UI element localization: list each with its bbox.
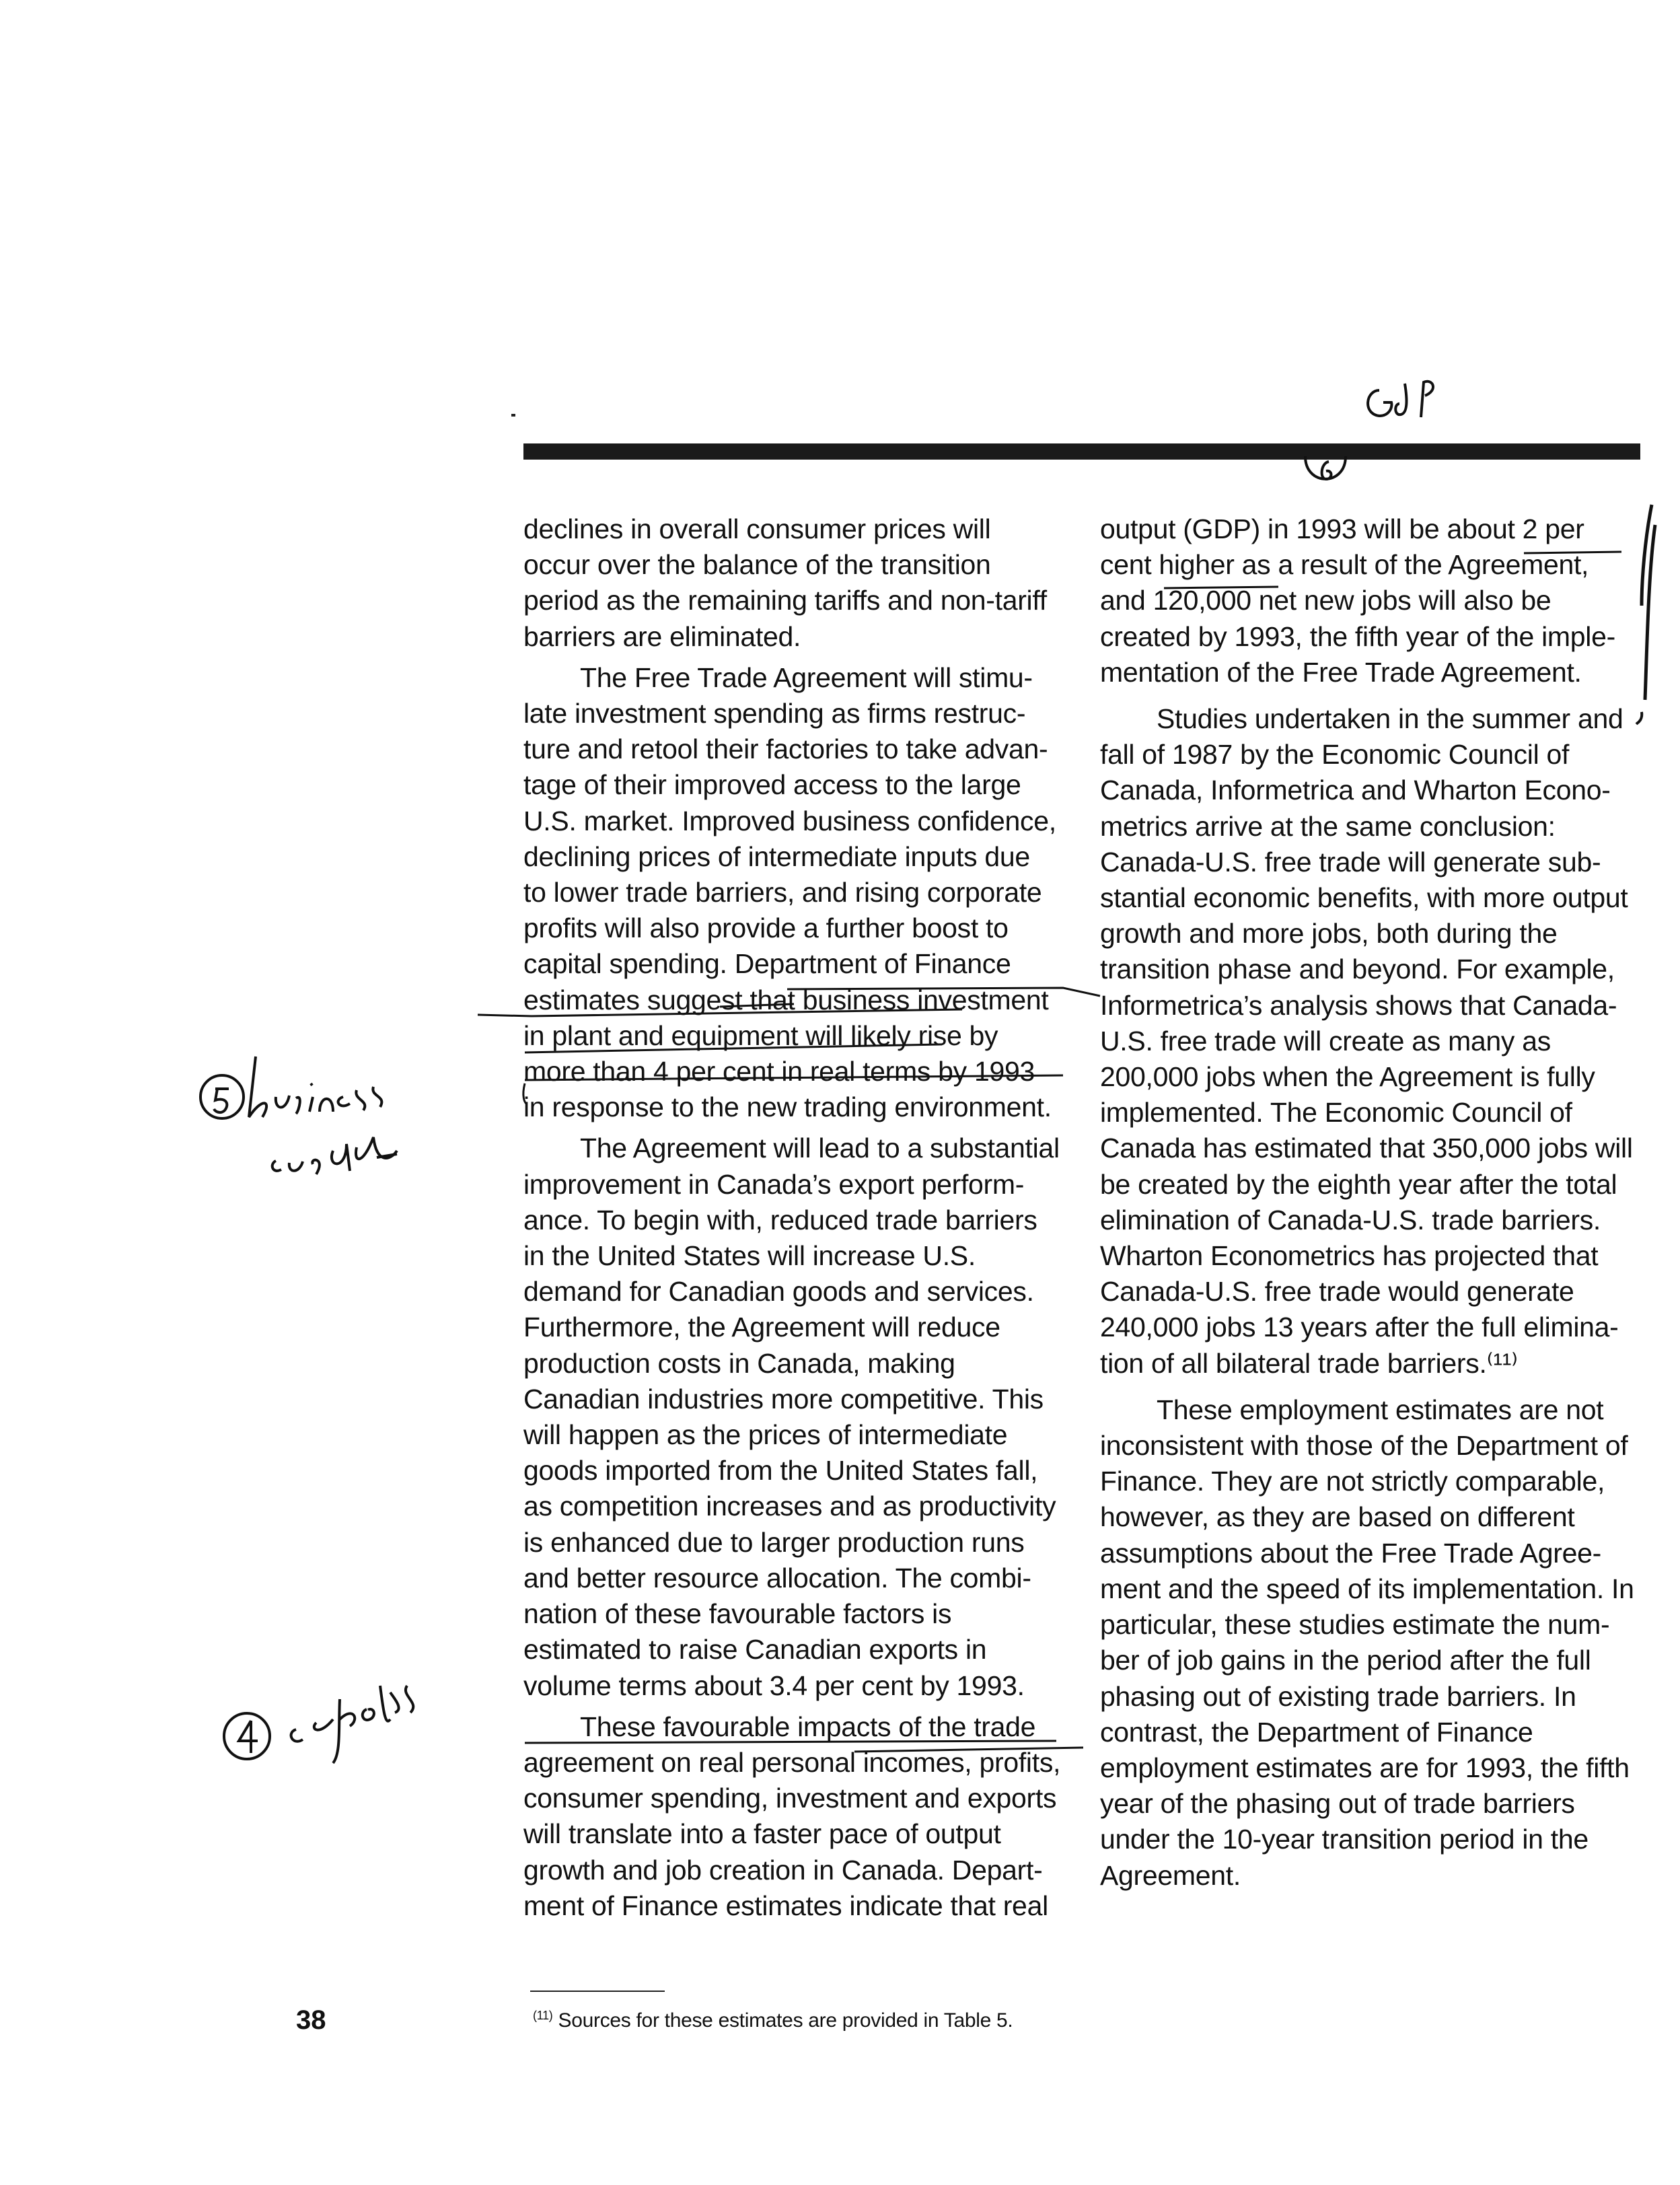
paragraph: Studies undertaken in the summer and fall of 1987 by the Economic Council of Canada, Informetrica and Wharton Econo- metrics arrive at the same conclusion: Canada-U.S. free trade will generate sub- stantial economic benefits, with more output growth and more jobs, both during the transition phase and beyond. For example, Informetrica’s analysis shows that Canada- U.S. free trade will create as many as 200,000 jobs when the Agreement is fully implemented. The Economic Council of Canada has estimated that 350,000 jobs will be created by the eighth year after the total elimination of Canada-U.S. trade barriers. Wharton Econometrics has projected that Canada-U.S. free trade would generate 240,000 jobs 13 years after the full elimina- tion of all bilateral trade barriers.⁽¹¹⁾ [1100,703,1633,1379]
paragraph: These favourable impacts of the trade agreement on real personal incomes, profits, consumer spending, investment and exports will translate into a faster pace of output growth and job creation in Canada. Depart- ment of Finance estimates indicate that real [523,1711,1061,1921]
paragraph: The Agreement will lead to a substantial improvement in Canada’s export perform- ance. To begin with, reduced trade barriers in the United States will increase U.S. demand for Canadian goods and services. Furthermore, the Agreement will reduce production costs in Canada, making Canadian industries more competitive. This will happen as the prices of intermediate goods imported from the United States fall, as competition increases and as productivity is enhanced due to larger production runs and better resource allocation. The combi- nation of these favourable factors is estimated to raise Canadian exports in volume terms about 3.4 per cent by 1993. [523,1133,1060,1701]
paragraph: declines in overall consumer prices will occur over the balance of the transition period as the remaining tariffs and non-tariff barriers are eliminated. [523,513,1047,652]
page-number: 38 [296,2005,326,2035]
handwritten-business-investment-note [195,1036,437,1211]
footnote-divider [530,1991,665,1992]
paragraph: These employment estimates are not inconsistent with those of the Department of Finance. They are not strictly comparable, however, as they are based on different assumptions about the Free Trade Agree- ment and the speed of its implementation. In particular, these studies estimate the num- ber of job gains in the period after the full phasing out of existing trade barriers. In contrast, the Department of Finance employment estimates are for 1993, the fifth year of the phasing out of trade barriers under the 10-year transition period in the Agreement. [1100,1394,1634,1891]
handwritten-gdp-annotation [1359,377,1453,424]
right-text-column [1100,511,1652,1894]
footnote [533,2009,1013,2032]
stray-mark [511,414,515,417]
header-rule [523,443,1640,460]
left-text-column [523,511,1075,1924]
footnote-marker: (11) [533,2009,553,2022]
paragraph: output (GDP) in 1993 will be about 2 per cent higher as a result of the Agreement, and 120,000 net new jobs will also be created by 1993, the fifth year of the imple- mentation of the Free Trade Agreement. [1100,513,1615,688]
footnote-text: Sources for these estimates are provided in Table 5. [558,2009,1013,2032]
paragraph: The Free Trade Agreement will stimu- late investment spending as firms restruc- ture and retool their factories to take advan- tage of their improved access to the large U.S. market. Improved business confidence, declining prices of intermediate inputs due to lower trade barriers, and rising corporate profits will also provide a further boost to capital spending. Department of Finance estimates suggest that business investment in plant and equipment will likely rise by more than 4 per cent in real terms by 1993 in response to the new trading environment. [523,661,1056,1123]
handwritten-exports-note [219,1645,441,1773]
